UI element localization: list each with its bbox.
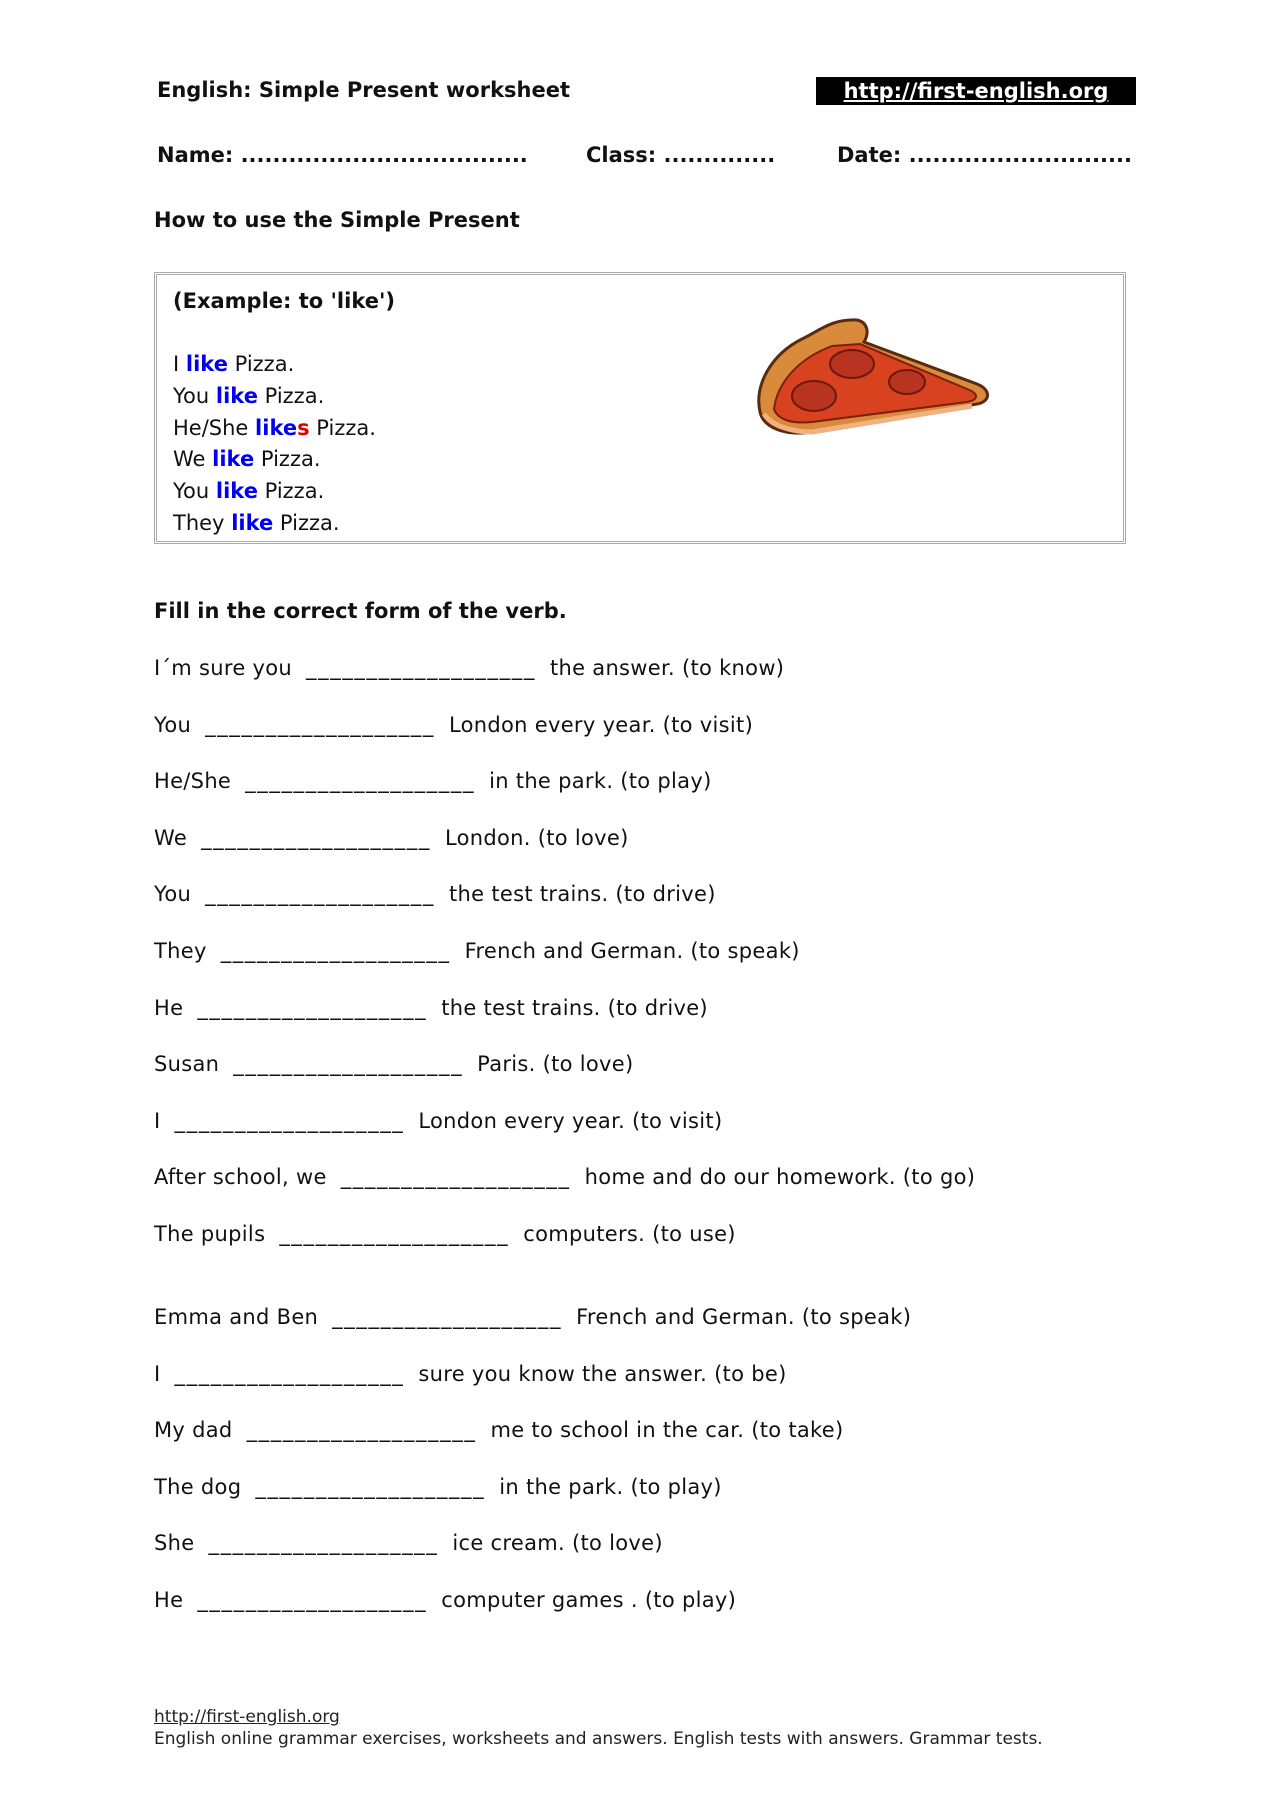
exercise-suffix: French and German. (to speak) — [576, 1305, 912, 1329]
example-subject: You — [173, 384, 210, 408]
exercise-suffix: the test trains. (to drive) — [441, 995, 708, 1020]
exercise-prefix: The dog — [154, 1474, 242, 1499]
example-object: Pizza. — [316, 416, 376, 440]
exercise-suffix: computers. (to use) — [523, 1222, 736, 1246]
answer-blank[interactable]: ___________________ — [255, 1474, 486, 1499]
exercise-row — [154, 1165, 975, 1189]
exercise-row — [154, 713, 753, 737]
exercise-suffix: the test trains. (to drive) — [449, 882, 716, 907]
exercise-suffix: London every year. (to visit) — [449, 712, 754, 737]
exercise-suffix: the answer. (to know) — [549, 656, 785, 680]
exercise-prefix: He — [154, 995, 184, 1020]
answer-blank[interactable]: ___________________ — [197, 995, 428, 1020]
answer-blank[interactable]: ___________________ — [332, 1305, 563, 1329]
answer-blank[interactable]: ___________________ — [220, 939, 451, 963]
answer-blank[interactable]: ___________________ — [174, 1108, 405, 1133]
exercise-row — [154, 1222, 736, 1246]
exercise-row — [154, 1052, 634, 1076]
example-subject: We — [173, 447, 206, 471]
exercise-row — [154, 882, 716, 906]
example-subject: They — [173, 511, 225, 535]
example-subject: He/She — [173, 416, 249, 440]
example-object: Pizza. — [279, 511, 340, 535]
example-object: Pizza. — [264, 384, 325, 408]
exercise-prefix: After school, we — [154, 1165, 327, 1190]
example-verb: like — [212, 447, 255, 471]
exercise-prefix: I — [154, 1361, 161, 1386]
exercise-prefix: They — [154, 939, 207, 963]
example-verb: like — [185, 352, 228, 376]
example-verb: like — [215, 479, 258, 503]
answer-blank[interactable]: ___________________ — [197, 1588, 428, 1612]
exercise-row — [154, 769, 712, 793]
example-sentence — [173, 384, 324, 408]
example-verb: like — [255, 416, 298, 440]
example-subject: I — [173, 352, 180, 376]
example-object: Pizza. — [234, 352, 295, 376]
exercise-row — [154, 1305, 911, 1329]
exercise-row — [154, 1531, 663, 1555]
exercise-row — [154, 1475, 722, 1499]
answer-blank[interactable]: ___________________ — [208, 1531, 439, 1556]
exercise-prefix: He — [154, 1588, 184, 1612]
name-field: Name: .................................... — [157, 143, 528, 167]
example-object: Pizza. — [264, 479, 325, 503]
exercise-prefix: You — [154, 712, 192, 737]
example-sentence — [173, 352, 294, 376]
exercise-suffix: computer games . (to play) — [441, 1588, 737, 1612]
example-verb: like — [231, 511, 274, 535]
exercise-row — [154, 1588, 736, 1612]
exercise-prefix: My dad — [154, 1418, 233, 1443]
example-object: Pizza. — [260, 447, 321, 471]
exercise-prefix: We — [154, 825, 188, 850]
example-sentence — [173, 447, 321, 471]
exercise-prefix: He/She — [154, 769, 232, 794]
exercise-row — [154, 996, 708, 1020]
exercise-row — [154, 939, 800, 963]
exercise-prefix: She — [154, 1531, 195, 1556]
exercise-prefix: I — [154, 1108, 161, 1133]
answer-blank[interactable]: ___________________ — [246, 1418, 477, 1443]
class-field: Class: .............. — [586, 143, 776, 167]
example-subject: You — [173, 479, 210, 503]
answer-blank[interactable]: ___________________ — [205, 712, 436, 737]
answer-blank[interactable]: ___________________ — [306, 656, 536, 680]
answer-blank[interactable]: ___________________ — [245, 769, 476, 794]
exercise-suffix: me to school in the car. (to take) — [490, 1418, 844, 1443]
answer-blank[interactable]: ___________________ — [174, 1361, 405, 1386]
site-link[interactable]: http://first-english.org — [816, 77, 1136, 105]
exercise-suffix: ice cream. (to love) — [452, 1531, 663, 1556]
answer-blank[interactable]: ___________________ — [279, 1222, 510, 1246]
exercise-suffix: Paris. (to love) — [477, 1052, 634, 1077]
exercise-suffix: in the park. (to play) — [489, 769, 712, 794]
section-heading-usage: How to use the Simple Present — [154, 208, 520, 232]
exercise-suffix: in the park. (to play) — [499, 1474, 722, 1499]
answer-blank[interactable]: ___________________ — [201, 825, 431, 850]
exercise-prefix: I´m sure you — [154, 656, 293, 680]
exercise-suffix: London every year. (to visit) — [418, 1108, 723, 1133]
answer-blank[interactable]: ___________________ — [233, 1052, 464, 1077]
example-heading: (Example: to 'like') — [173, 289, 395, 313]
answer-blank[interactable]: ___________________ — [205, 882, 436, 907]
example-sentence — [173, 416, 376, 440]
exercise-suffix: French and German. (to speak) — [464, 939, 800, 963]
exercise-prefix: The pupils — [154, 1222, 266, 1246]
example-sentence — [173, 479, 324, 503]
exercise-row — [154, 1418, 844, 1442]
exercise-row — [154, 1109, 722, 1133]
exercise-row — [154, 1362, 787, 1386]
exercise-row — [154, 656, 784, 680]
date-field: Date: ............................ — [837, 143, 1132, 167]
pizza-slice-image — [752, 314, 994, 438]
footer-link[interactable]: http://first-english.org — [154, 1707, 340, 1727]
exercise-row — [154, 826, 629, 850]
exercise-prefix: Emma and Ben — [154, 1305, 319, 1329]
exercise-suffix: home and do our homework. (to go) — [584, 1165, 976, 1190]
footer-text: English online grammar exercises, worksheets and answers. English tests with answers. Grammar tests. — [154, 1729, 1043, 1749]
exercise-suffix: sure you know the answer. (to be) — [418, 1361, 787, 1386]
section-heading-exercise: Fill in the correct form of the verb. — [154, 599, 567, 623]
exercise-suffix: London. (to love) — [444, 825, 629, 850]
example-verb: like — [215, 384, 258, 408]
example-verb-ending: s — [297, 416, 310, 440]
answer-blank[interactable]: ___________________ — [340, 1165, 571, 1190]
worksheet-title: English: Simple Present worksheet — [157, 78, 571, 102]
exercise-prefix: You — [154, 882, 192, 907]
example-sentence — [173, 511, 340, 535]
exercise-prefix: Susan — [154, 1052, 220, 1077]
